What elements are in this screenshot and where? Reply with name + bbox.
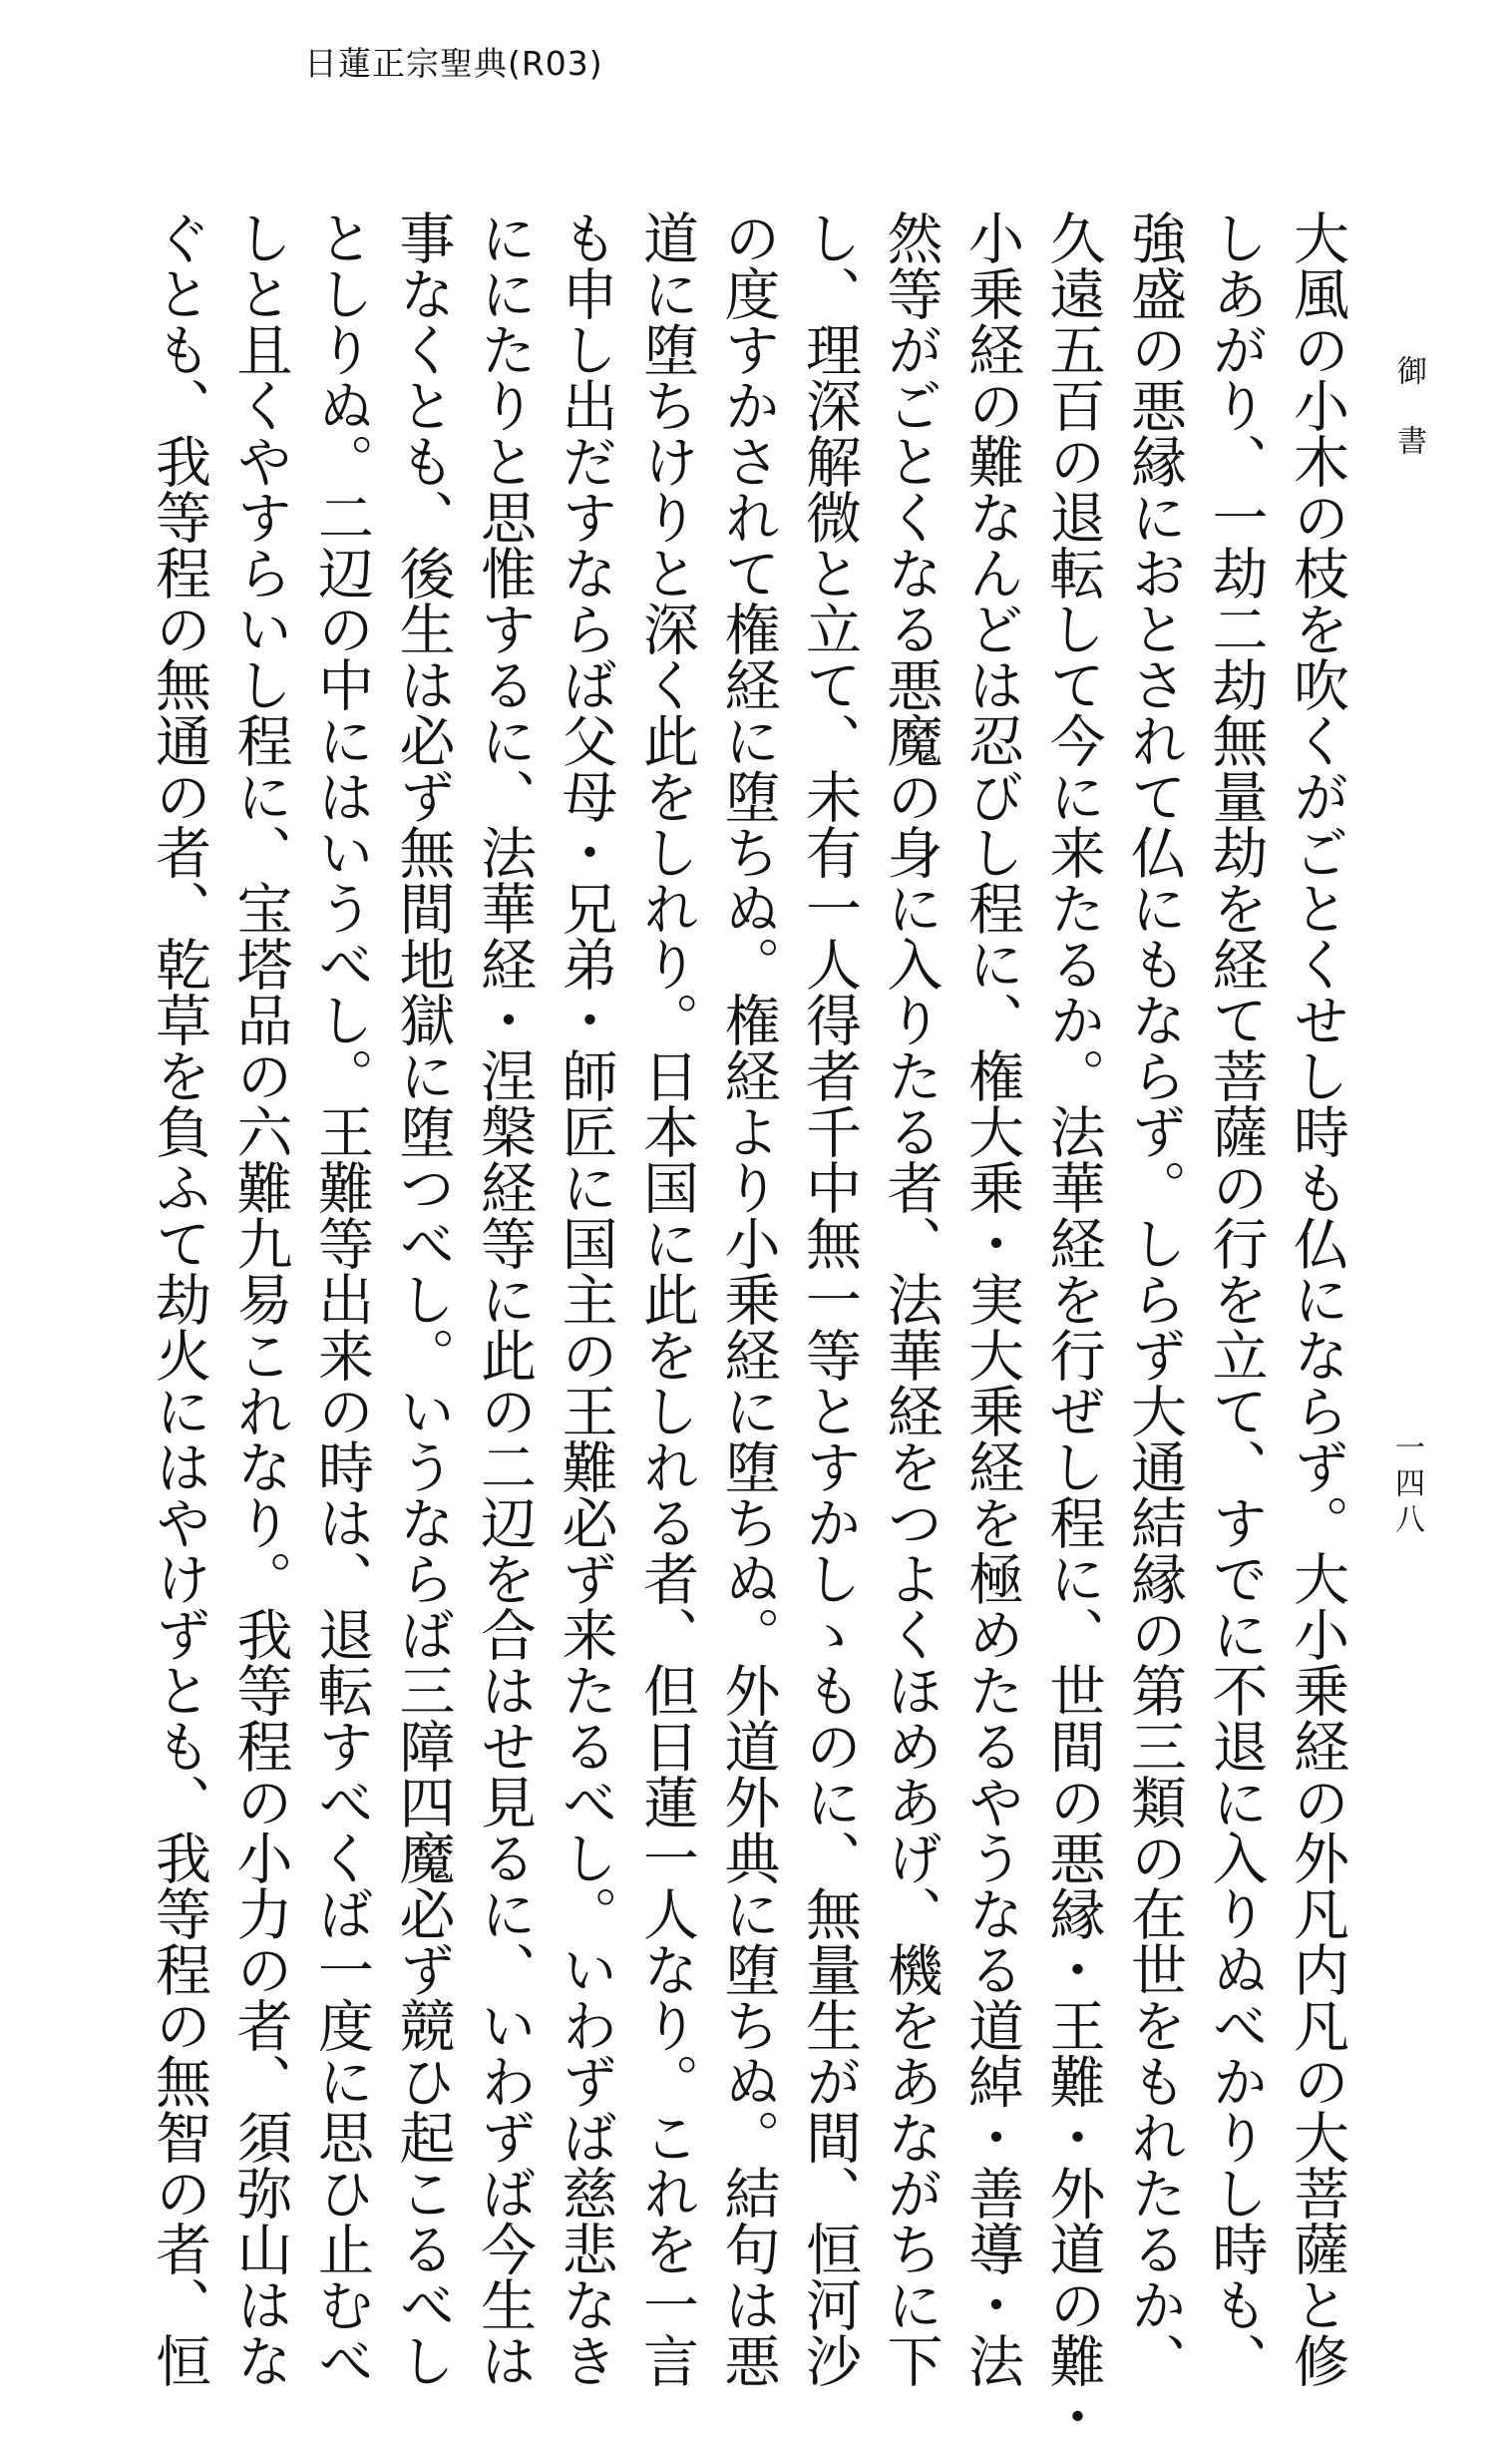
page-number: 一四八 bbox=[1389, 1431, 1424, 1539]
text-line: 事なくとも、後生は必ず無間地獄に堕つべし。いうならば三障四魔必ず競ひ起こるべし bbox=[390, 209, 456, 2388]
text-line: 強盛の悪縁におとされて仏にもならず。しらず大通結縁の第三類の在世をもれたるか、 bbox=[1122, 209, 1187, 2388]
text-line: しと且くやすらいし程に、宝塔品の六難九易これなり。我等程の小力の者、須弥山はな bbox=[227, 209, 293, 2388]
text-line: の度すかされて権経に堕ちぬ。権経より小乗経に堕ちぬ。外道外典に堕ちぬ。結句は悪 bbox=[715, 209, 781, 2388]
text-line: 小乗経の難なんどは忍びし程に、権大乗・実大乗経を極めたるやうなる道綽・善導・法 bbox=[959, 209, 1024, 2388]
section-label: 御書 bbox=[1391, 355, 1426, 495]
text-line: し、理深解微と立て、未有一人得者千中無一等とすかしゝものに、無量生が間、恒河沙 bbox=[797, 209, 862, 2388]
text-line: 大風の小木の枝を吹くがごとくせし時も仏にならず。大小乗経の外凡内凡の大菩薩と修 bbox=[1285, 209, 1349, 2388]
header-title: 日蓮正宗聖典(R03) bbox=[304, 44, 603, 83]
body-text bbox=[147, 209, 1357, 2444]
text-line: としりぬ。二辺の中にはいうべし。王難等出来の時は、退転すべくば一度に思ひ止むべ bbox=[309, 209, 374, 2388]
text-line: も申し出だすならば父母・兄弟・師匠に国主の王難必ず来たるべし。いわずば慈悲なき bbox=[553, 209, 618, 2388]
text-line: ににたりと思惟するに、法華経・涅槃経等に此の二辺を合はせ見るに、いわずば今生は bbox=[472, 209, 537, 2388]
text-line: しあがり、一劫二劫無量劫を経て菩薩の行を立て、すでに不退に入りぬべかりし時も、 bbox=[1203, 209, 1269, 2388]
text-line: 久遠五百の退転して今に来たるか。法華経を行ぜし程に、世間の悪縁・王難・外道の難・ bbox=[1040, 209, 1106, 2444]
text-line: ぐとも、我等程の無通の者、乾草を負ふて劫火にはやけずとも、我等程の無智の者、恒 bbox=[147, 209, 211, 2388]
text-line: 然等がごとくなる悪魔の身に入りたる者、法華経をつよくほめあげ、機をあながちに下 bbox=[878, 209, 944, 2388]
text-line: 道に堕ちけりと深く此をしれり。日本国に此をしれる者、但日蓮一人なり。これを一言 bbox=[634, 209, 699, 2388]
